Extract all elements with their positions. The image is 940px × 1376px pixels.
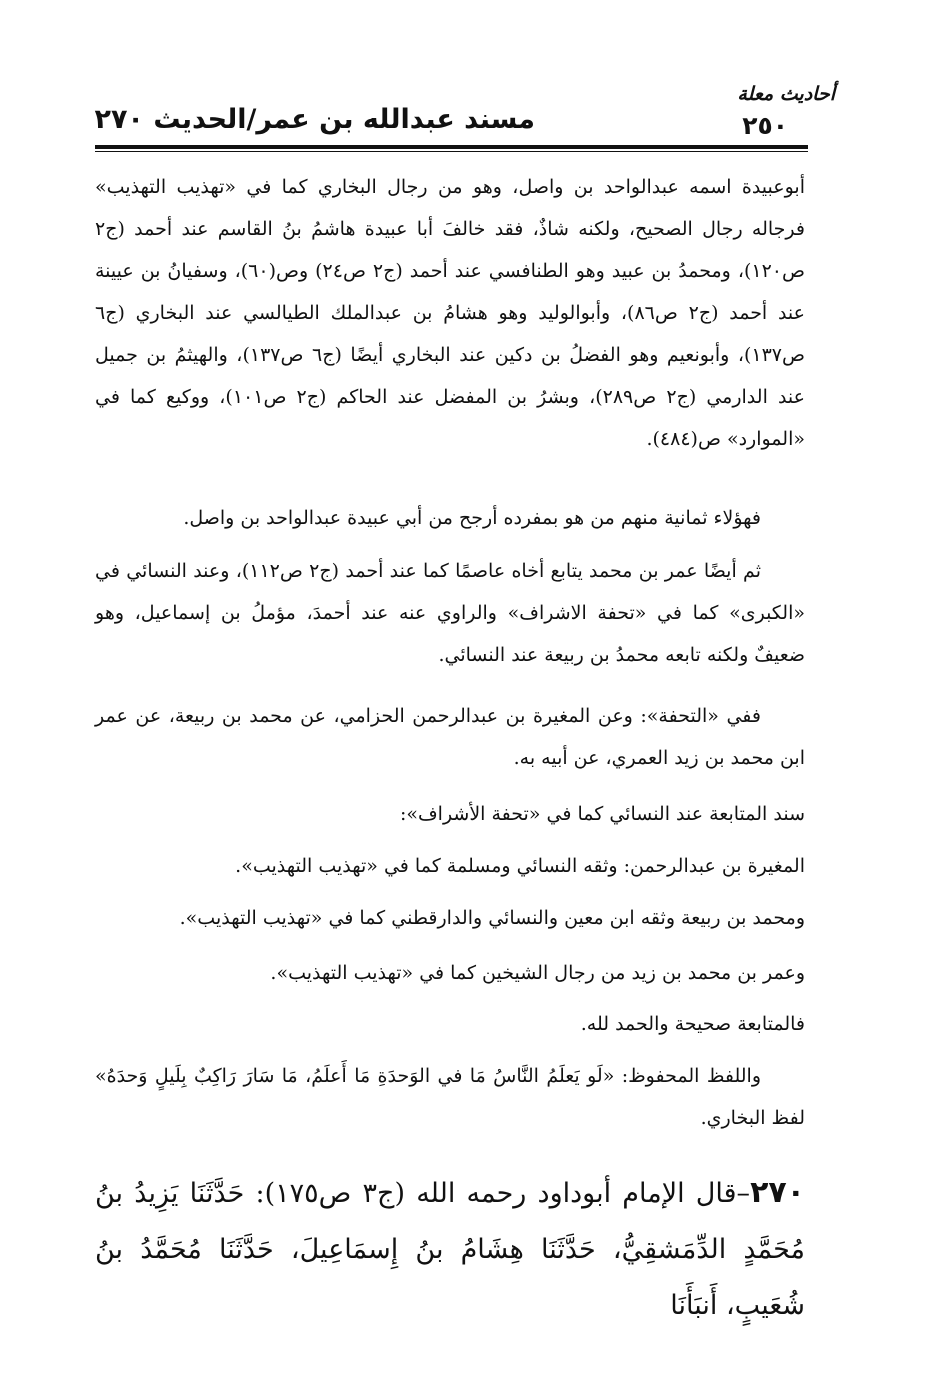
hadith-text: –قال الإمام أبوداود رحمه الله (ج٣ ص١٧٥): حَدَّثَنَا يَزِيدُ بنُ مُحَمَّدٍ الدِّمَشقِيُّ، حَدَّثَنَا هِشَامُ بنُ إِسمَاعِيلَ، حَدَّثَنَا مُحَمَّدُ بنُ شُعَيبٍ، أَنبَأَنَا [95, 1178, 805, 1321]
paragraph-eight-narrators: فهؤلاء ثمانية منهم من هو بمفرده أرجح من أبي عبيدة عبدالواحد بن واصل. [183, 507, 761, 529]
hadith-block [95, 1165, 805, 1334]
paragraph-umar-corroboration: ثم أيضًا عمر بن محمد يتابع أخاه عاصمًا كما عند أحمد (ج٢ ص١١٢)، وعند النسائي في «الكبرى» كما في «تحفة الاشراف» والراوي عنه عند أحمدَ، مؤملُ بن إسماعيل، وهو ضعيفٌ ولكنه تابعه محمدُ بن ربيعة عند النسائي. [95, 560, 805, 666]
chain-line-muhammad: ومحمد بن ربيعة وثقه ابن معين والنسائي والدارقطني كما في «تهذيب التهذيب». [179, 907, 805, 929]
page-number: ٢٥٠ [742, 111, 788, 140]
hadith-number: ٢٧٠ [750, 1175, 805, 1210]
chain-conclusion: فالمتابعة صحيحة والحمد لله. [580, 1013, 805, 1035]
chain-line-mughira: المغيرة بن عبدالرحمن: وثقه النسائي ومسلمة كما في «تهذيب التهذيب». [235, 855, 805, 877]
chain-line-umar: وعمر بن محمد بن زيد من رجال الشيخين كما في «تهذيب التهذيب». [270, 962, 805, 984]
chain-heading: سند المتابعة عند النسائي كما في «تحفة الأشراف»: [399, 803, 805, 825]
header-rule [95, 145, 808, 152]
paragraph-preserved-wording: واللفظ المحفوظ: «لَو يَعلَمُ النَّاسُ مَا في الوَحدَةِ مَا أَعلَمُ، مَا سَارَ رَاكِبٌ بِلَيلٍ وَحدَهُ» لفظ البخاري. [95, 1065, 805, 1129]
book-title: أحاديث معلة [737, 83, 835, 105]
section-title: مسند عبدالله بن عمر/الحديث ٢٧٠ [94, 104, 535, 135]
paragraph-narrators: أبوعبيدة اسمه عبدالواحد بن واصل، وهو من رجال البخاري كما في «تهذيب التهذيب» فرجاله رجال الصحيح، ولكنه شاذٌ، فقد خالفَ أبا عبيدة هاشمُ بنُ القاسم عند أحمد (ج٢ ص١٢٠)، ومحمدُ بن عبيد وهو الطنافسي عند أحمد (ج٢ ص٢٤) وص(٦٠)، وسفيانُ بن عيينة عند أحمد (ج٢ ص٨٦)، وأبوالوليد وهو هشامُ بن عبدالملك الطيالسي عند البخاري (ج٦ ص١٣٧)، وأبونعيم وهو الفضلُ بن دكين عند البخاري أيضًا (ج٦ ص١٣٧)، والهيثمُ بن جميل عند الدارمي (ج٢ ص٢٨٩)، وبشرُ بن المفضل عند الحاكم (ج٢ ص١٠١)، ووكيع كما في «الموارد» ص(٤٨٤). [95, 176, 805, 450]
paragraph-tuhfa: ففي «التحفة»: وعن المغيرة بن عبدالرحمن الحزامي، عن محمد بن ربيعة، عن عمر ابن محمد بن زيد العمري، عن أبيه به. [95, 705, 805, 769]
